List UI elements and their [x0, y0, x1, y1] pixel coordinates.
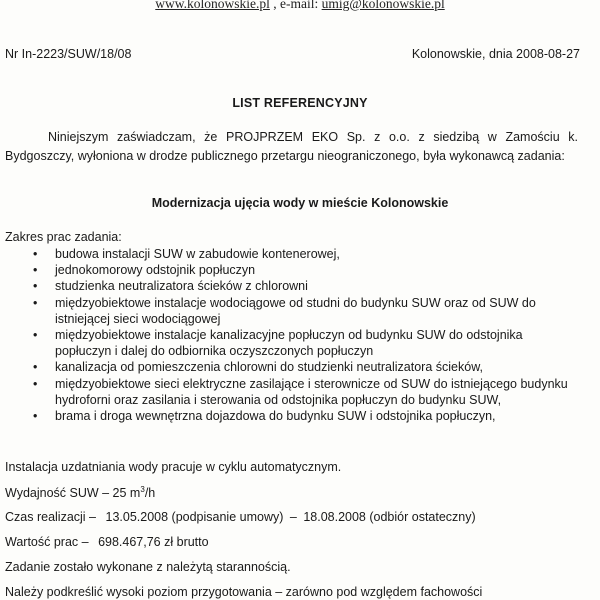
- list-item-text: międzyobiektowe sieci elektryczne zasilające i sterownicze od SUW do istniejącego budynku hydroforni oraz zasilania i sterowania od odstojnika popłuczyn do budynku SUW,: [55, 376, 568, 407]
- list-item-text: międzyobiektowe instalacje wodociągowe od studni do budynku SUW oraz od SUW do istniejącej sieci wodociągowej: [55, 295, 536, 326]
- list-item: [5, 327, 570, 359]
- value-amount: 698.467,76 zł brutto: [98, 535, 209, 549]
- timeline-dash: –: [289, 510, 297, 524]
- list-item-text: budowa instalacji SUW w zabudowie kontenerowej,: [55, 247, 340, 261]
- bullet-icon: •: [33, 279, 38, 294]
- list-item-text: kanalizacja od pomieszczenia chlorowni do studzienki neutralizatora ścieków,: [55, 360, 484, 375]
- intro-paragraph: [5, 128, 578, 166]
- value-label: Wartość prac –: [5, 535, 89, 549]
- capacity-suffix: /h: [144, 486, 156, 501]
- capacity-sup: 3: [140, 485, 145, 494]
- bullet-icon: •: [33, 263, 38, 278]
- email-link[interactable]: umig@kolonowskie.pl: [321, 0, 445, 11]
- bullet-icon: •: [33, 376, 38, 391]
- list-item: [5, 246, 570, 262]
- timeline-label: Czas realizacji –: [5, 510, 97, 524]
- bullet-icon: •: [33, 409, 38, 424]
- bullet-icon: •: [33, 247, 38, 261]
- completion-note: Zadanie zostało wykonane z należytą starannością.: [5, 560, 291, 574]
- timeline-line: [5, 510, 476, 524]
- list-item-text: brama i droga wewnętrzna dojazdowa do budynku SUW i odstojnika popłuczyn,: [55, 409, 496, 424]
- task-subject: Modernizacja ujęcia wody w mieście Kolonowskie: [151, 196, 449, 210]
- bullet-icon: •: [33, 360, 38, 375]
- reference-number: Nr In-2223/SUW/18/08: [5, 47, 132, 61]
- scope-label: Zakres prac zadania:: [5, 230, 122, 244]
- list-item: [5, 262, 570, 278]
- list-item: [5, 295, 570, 327]
- list-item-text: międzyobiektowe instalacje kanalizacyjne popłuczyn od budynku SUW do odstojnika popłuczyn i dalej do odbiornika oczyszczonych popłuczyn: [55, 328, 523, 359]
- list-item-text: studzienka neutralizatora ścieków z chlorowni: [55, 279, 308, 294]
- cut-off-paragraph: Należy podkreślić wysoki poziom przygotowania – zarówno pod względem fachowości: [5, 585, 483, 599]
- list-item: [5, 376, 570, 408]
- list-item: [5, 359, 570, 375]
- capacity-line: [5, 485, 155, 500]
- contact-separator: , e-mail:: [269, 0, 322, 11]
- bullet-icon: •: [33, 295, 38, 310]
- intro-text: Niniejszym zaświadczam, że PROJPRZEM EKO Sp. z o.o. z siedzibą w Zamościu k. Bydgoszczy, wyłoniona w drodze publicznego przetargu nieograniczonego, była wykonawcą zadania:: [5, 130, 578, 163]
- value-line: [5, 535, 209, 549]
- letterhead-contact: [0, 0, 600, 12]
- list-item-text: jednokomorowy odstojnik popłuczyn: [55, 263, 256, 278]
- list-item: [5, 408, 570, 424]
- bullet-icon: •: [33, 328, 38, 343]
- website-link[interactable]: www.kolonowskie.pl: [155, 0, 270, 11]
- scope-list: [5, 246, 570, 424]
- timeline-start: 13.05.2008 (podpisanie umowy): [105, 510, 284, 524]
- reference-row: [5, 47, 580, 61]
- capacity-prefix: Wydajność SUW – 25 m: [5, 486, 141, 501]
- document-title: LIST REFERENCYJNY: [232, 96, 368, 110]
- place-date: Kolonowskie, dnia 2008-08-27: [411, 47, 580, 61]
- timeline-end: 18.08.2008 (odbiór ostateczny): [303, 510, 476, 524]
- automation-note: Instalacja uzdatniania wody pracuje w cyklu automatycznym.: [5, 460, 342, 474]
- list-item: [5, 278, 570, 294]
